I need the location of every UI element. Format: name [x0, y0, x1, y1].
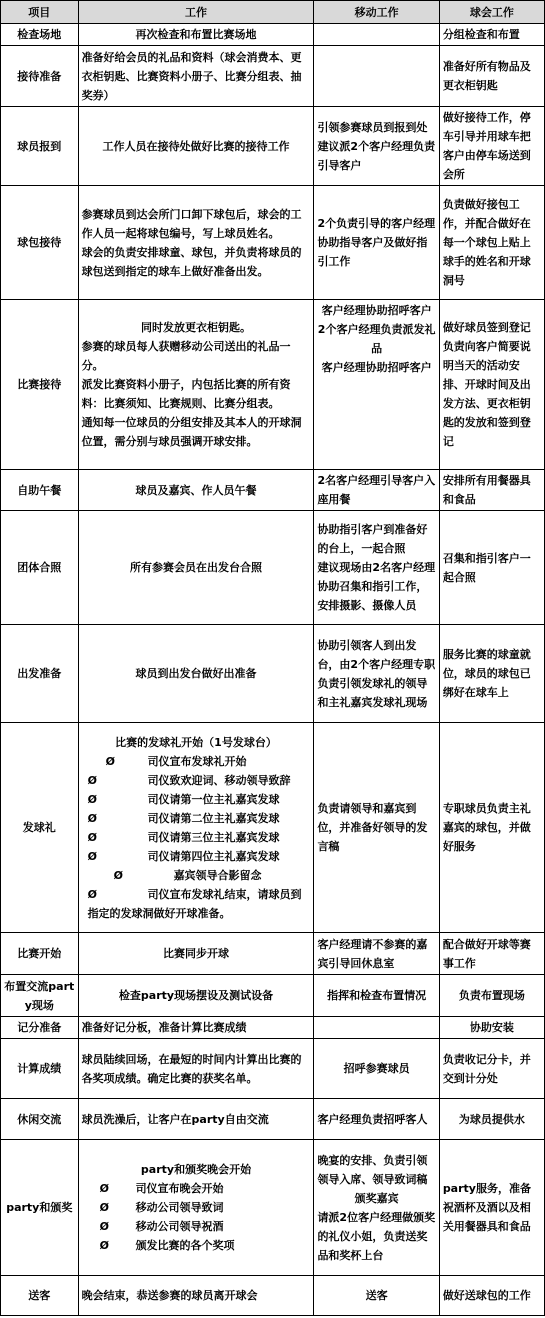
item-cell: 球包接待 [1, 186, 79, 300]
item-cell: 球员报到 [1, 107, 79, 186]
work-cell: 比赛的发球礼开始（1号发球台） Ø 司仪宣布发球礼开始 Ø 司仪致欢迎词、移动领导致辞 Ø 司仪请第一位主礼嘉宾发球 Ø 司仪请第二位主礼嘉宾发球 Ø 司仪请第三位主礼嘉宾发球 Ø 司仪请第四位主礼嘉宾发球 Ø 嘉宾领导合影留念 Ø 司仪宣布发球礼结束，请球员到指定的发球洞做好开球准备。 [78, 723, 314, 933]
mobile-cell: 客户经理请不参赛的嘉宾引导回休息室 [314, 933, 439, 975]
work-cell: 检查party现场摆设及测试设备 [78, 975, 314, 1017]
table-row [1, 625, 545, 723]
club-cell: 做好送球包的工作 [439, 1276, 544, 1316]
table-row [1, 723, 545, 933]
item-cell: 计算成绩 [1, 1039, 79, 1099]
header-work: 工作 [78, 1, 314, 24]
list-item: Ø 司仪致欢迎词、移动领导致辞 [87, 773, 291, 787]
table-row [1, 511, 545, 625]
table-row [1, 1099, 545, 1140]
club-cell: 准备好所有物品及更衣柜钥匙 [439, 46, 544, 107]
table-row [1, 975, 545, 1017]
club-cell: 为球员提供水 [439, 1099, 544, 1140]
item-cell: 团体合照 [1, 511, 79, 625]
item-cell: 记分准备 [1, 1017, 79, 1039]
list-item: Ø 颁发比赛的各个奖项 [99, 1239, 235, 1252]
item-cell: 检查场地 [1, 24, 79, 46]
item-cell: 布置交流party现场 [1, 975, 79, 1017]
header-mobile: 移动工作 [314, 1, 439, 24]
table-row [1, 186, 545, 300]
work-cell: party和颁奖晚会开始 Ø 司仪宣布晚会开始 Ø 移动公司领导致词 Ø 移动公司领导祝酒 Ø 颁发比赛的各个奖项 [78, 1140, 314, 1276]
mobile-cell: 2名客户经理引导客户入座用餐 [314, 470, 439, 511]
work-cell: 所有参赛会员在出发台合照 [78, 511, 314, 625]
item-cell: 休闲交流 [1, 1099, 79, 1140]
club-cell: 召集和指引客户一起合照 [439, 511, 544, 625]
work-cell: 球员陆续回场，在最短的时间内计算出比赛的各奖项成绩。确定比赛的获奖名单。 [78, 1039, 314, 1099]
mobile-cell [314, 46, 439, 107]
table-row [1, 470, 545, 511]
item-cell: party和颁奖 [1, 1140, 79, 1276]
club-cell: 做好球员签到登记 负责向客户简要说明当天的活动安排、开球时间及出发方法、更衣柜钥匙的发放和签到登记 [439, 300, 544, 470]
club-cell: 协助安装 [439, 1017, 544, 1039]
mobile-cell: 指挥和检查布置情况 [314, 975, 439, 1017]
club-cell: 负责做好接包工作，并配合做好在每一个球包上贴上球手的姓名和开球洞号 [439, 186, 544, 300]
table-row [1, 1039, 545, 1099]
work-cell: 晚会结束，恭送参赛的球员离开球会 [78, 1276, 314, 1316]
club-cell: 做好接待工作，停车引导并用球车把客户由停车场送到会所 [439, 107, 544, 186]
club-cell: party服务，准备祝酒杯及酒以及相关用餐器具和食品 [439, 1140, 544, 1276]
work-cell: 再次检查和布置比赛场地 [78, 24, 314, 46]
club-cell: 专职球员负责主礼嘉宾的球包，并做好服务 [439, 723, 544, 933]
table-row [1, 933, 545, 975]
club-cell: 分组检查和布置 [439, 24, 544, 46]
mobile-cell: 引领参赛球员到报到处 建议派2个客户经理负责引导客户 [314, 107, 439, 186]
work-cell: 球员洗澡后，让客户在party自由交流 [78, 1099, 314, 1140]
item-cell: 自助午餐 [1, 470, 79, 511]
club-cell: 服务比赛的球童就位，球员的球包已绑好在球车上 [439, 625, 544, 723]
item-cell: 比赛开始 [1, 933, 79, 975]
work-cell: 准备好记分板，准备计算比赛成绩 [78, 1017, 314, 1039]
mobile-cell: 2个负责引导的客户经理协助指导客户及做好指引工作 [314, 186, 439, 300]
mobile-cell: 客户经理协助招呼客户 2个客户经理负责派发礼品 客户经理协助招呼客户 [314, 300, 439, 470]
club-cell: 安排所有用餐器具和食品 [439, 470, 544, 511]
mobile-cell [314, 1017, 439, 1039]
mobile-cell: 招呼参赛球员 [314, 1039, 439, 1099]
mobile-cell: 协助指引客户到准备好的台上，一起合照 建议现场由2名客户经理协助召集和指引工作，安排摄影、摄像人员 [314, 511, 439, 625]
item-cell: 出发准备 [1, 625, 79, 723]
mobile-cell [314, 24, 439, 46]
work-cell: 准备好给会员的礼品和资料（球会消费本、更衣柜钥匙、比赛资料小册子、比赛分组表、抽奖券） [78, 46, 314, 107]
work-cell: 参赛球员到达会所门口卸下球包后，球会的工作人员一起将球包编号，写上球员姓名。 球会的负责安排球童、球包，并负责将球员的球包送到指定的球车上做好准备出发。 [78, 186, 314, 300]
work-cell: 球员及嘉宾、作人员午餐 [78, 470, 314, 511]
list-item: Ø 司仪请第一位主礼嘉宾发球 [87, 792, 280, 806]
mobile-cell: 送客 [314, 1276, 439, 1316]
list-item: Ø 司仪宣布晚会开始 [99, 1182, 224, 1195]
mobile-cell: 负责请领导和嘉宾到位，并准备好领导的发言稿 [314, 723, 439, 933]
club-cell: 负责收记分卡，并交到计分处 [439, 1039, 544, 1099]
work-cell: 同时发放更衣柜钥匙。 参赛的球员每人获赠移动公司送出的礼品一分。 派发比赛资料小册子，内包括比赛的所有资料：比赛须知、比赛规则、比赛分组表。 通知每一位球员的分组安排及其本人的开球洞位置，需分别与球员强调开球安排。 [78, 300, 314, 470]
list-item: Ø 司仪请第四位主礼嘉宾发球 [87, 849, 280, 863]
item-cell: 发球礼 [1, 723, 79, 933]
header-club: 球会工作 [439, 1, 544, 24]
work-cell: 比赛同步开球 [78, 933, 314, 975]
table-row [1, 1276, 545, 1316]
table-row [1, 24, 545, 46]
mobile-cell: 晚宴的安排、负责引领领导入席、领导致词稿 颁奖嘉宾 请派2位客户经理做颁奖的礼仪小姐，负责送奖品和奖杯上台 [314, 1140, 439, 1276]
work-cell: 球员到出发台做好出准备 [78, 625, 314, 723]
mobile-cell: 客户经理负责招呼客人 [314, 1099, 439, 1140]
table-row [1, 46, 545, 107]
item-cell: 接待准备 [1, 46, 79, 107]
list-item: Ø 司仪宣布发球礼开始 [105, 754, 247, 768]
header-row [1, 1, 545, 24]
list-item: Ø 司仪请第二位主礼嘉宾发球 [87, 811, 280, 825]
item-cell: 送客 [1, 1276, 79, 1316]
club-cell: 配合做好开球等赛事工作 [439, 933, 544, 975]
list-item: Ø 司仪宣布发球礼结束，请球员到指定的发球洞做好开球准备。 [87, 887, 302, 920]
mobile-cell: 协助引领客人到出发台，由2个客户经理专职负责引领发球礼的领导和主礼嘉宾发球礼现场 [314, 625, 439, 723]
list-item: Ø 嘉宾领导合影留念 [113, 868, 262, 882]
list-item: Ø 移动公司领导致词 [99, 1201, 224, 1214]
item-cell: 比赛接待 [1, 300, 79, 470]
table-row [1, 1017, 545, 1039]
work-cell: 工作人员在接待处做好比赛的接待工作 [78, 107, 314, 186]
club-cell: 负责布置现场 [439, 975, 544, 1017]
list-item: Ø 移动公司领导祝酒 [99, 1220, 224, 1233]
table-row [1, 300, 545, 470]
table-row [1, 107, 545, 186]
list-item: Ø 司仪请第三位主礼嘉宾发球 [87, 830, 280, 844]
header-item: 项目 [1, 1, 79, 24]
table-row [1, 1140, 545, 1276]
